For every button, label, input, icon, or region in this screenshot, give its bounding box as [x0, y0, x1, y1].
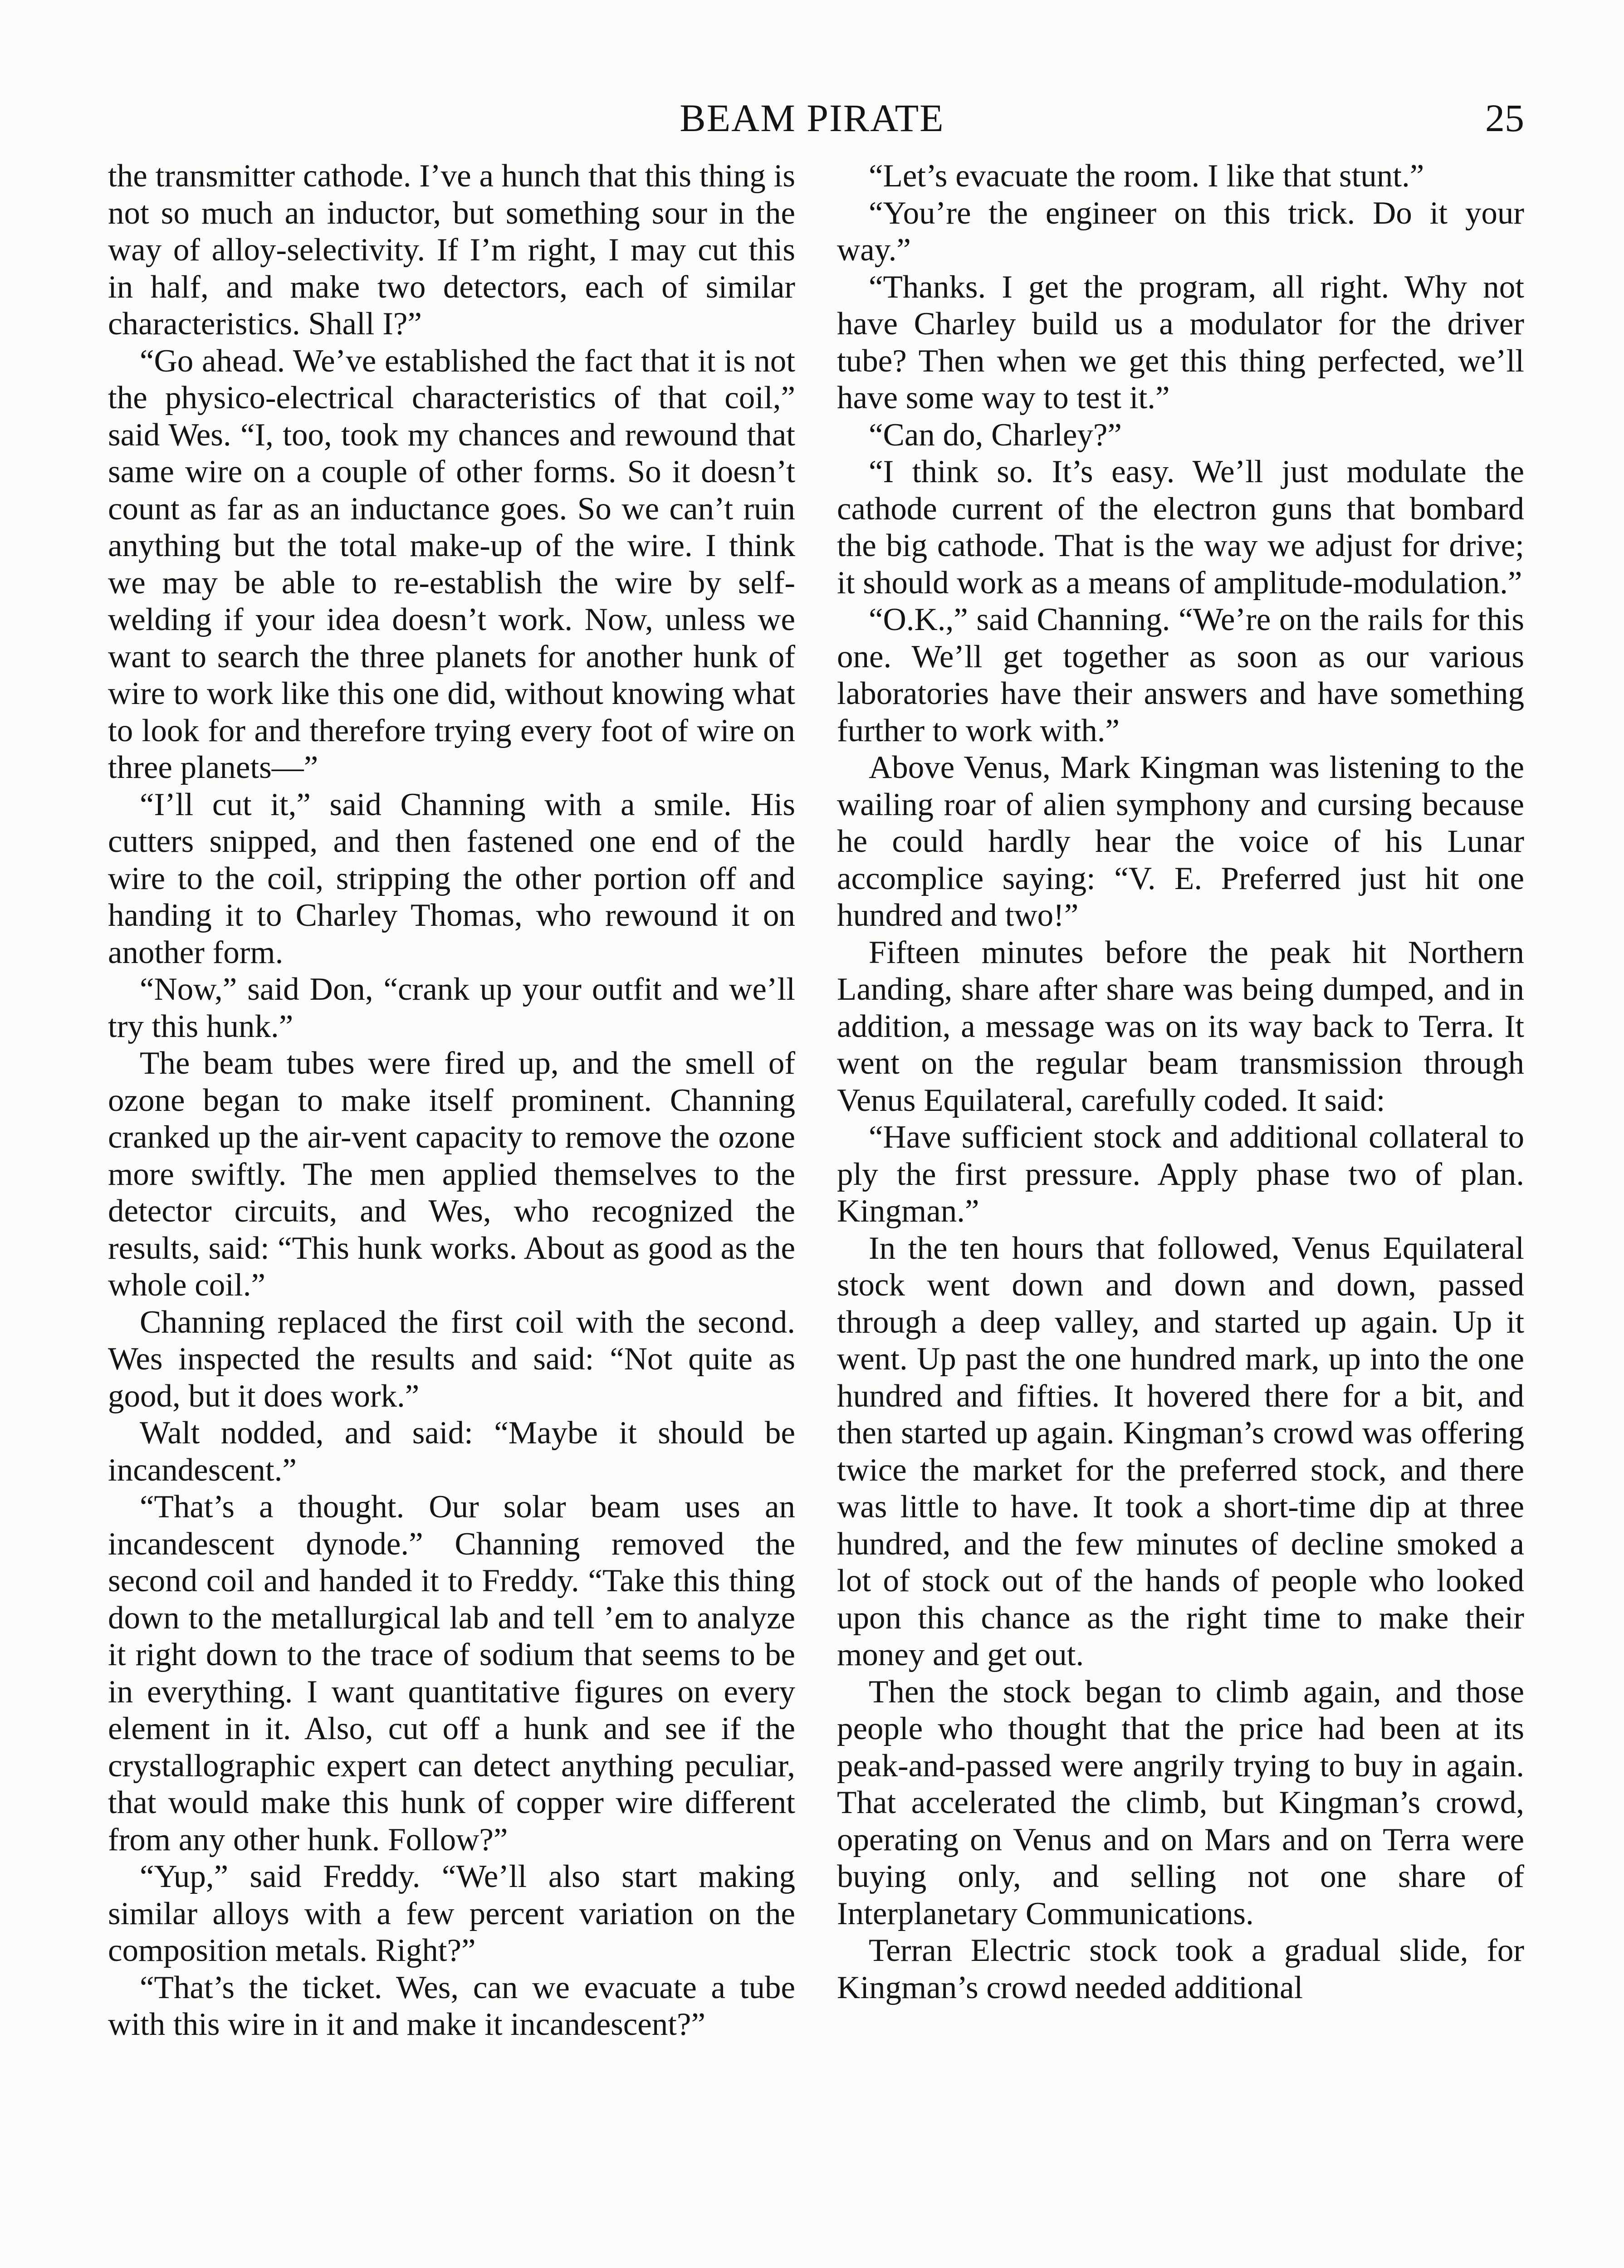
left-text-column	[108, 158, 795, 2043]
paragraph: “O.K.,” said Channing. “We’re on the rails for this one. We’ll get together as soon as our various laboratories have their answers and have something further to work with.”	[837, 602, 1524, 748]
paragraph: “I’ll cut it,” said Channing with a smile. His cutters snipped, and then fastened one end of the wire to the coil, stripping the other portion off and handing it to Charley Thomas, who rewound it on another form.	[108, 787, 795, 970]
running-title: BEAM PIRATE	[680, 96, 944, 140]
paragraph: Then the stock began to climb again, and those people who thought that the price had been at its peak-and-passed were angrily trying to buy in again. That accelerated the climb, but Kingman’s crowd, operating on Venus and on Mars and on Terra were buying only, and selling not one share of Interplanetary Communications.	[837, 1674, 1524, 1931]
paragraph: Walt nodded, and said: “Maybe it should be incandescent.”	[108, 1415, 795, 1488]
paragraph: “Can do, Charley?”	[869, 417, 1122, 453]
right-text-column	[837, 158, 1524, 2006]
paragraph: “Now,” said Don, “crank up your outfit and we’ll try this hunk.”	[108, 972, 795, 1044]
paragraph: “Have sufficient stock and additional collateral to ply the first pressure. Apply phase two of plan. Kingman.”	[837, 1119, 1524, 1229]
paragraph: “Let’s evacuate the room. I like that stunt.”	[869, 158, 1424, 194]
paragraph: “That’s the ticket. Wes, can we evacuate a tube with this wire in it and make it incandescent?”	[108, 1970, 795, 2042]
paragraph: The beam tubes were fired up, and the smell of ozone began to make itself prominent. Channing cranked up the air-vent capacity to remove the ozone more swiftly. The men applied themselves to the detector circuits, and Wes, who recognized the results, said: “This hunk works. About as good as the whole coil.”	[108, 1046, 795, 1303]
paragraph: “Thanks. I get the program, all right. Why not have Charley build us a modulator for the driver tube? Then when we get this thing perfected, we’ll have some way to test it.”	[837, 269, 1524, 415]
paragraph: In the ten hours that followed, Venus Equilateral stock went down and down and down, passed through a deep valley, and started up again. Up it went. Up past the one hundred mark, up into the one hundred and fifties. It hovered there for a bit, and then started up again. Kingman’s crowd was offering twice the market for the preferred stock, and there was little to have. It took a short-time dip at three hundred, and the few minutes of decline smoked a lot of stock out of the hands of people who looked upon this chance as the right time to make their money and get out.	[837, 1230, 1524, 1672]
paragraph: “Go ahead. We’ve established the fact that it is not the physico-electrical characteristics of that coil,” said Wes. “I, too, took my chances and rewound that same wire on a couple of other forms. So it doesn’t count as far as an inductance goes. So we can’t ruin anything but the total make-up of the wire. I think we may be able to re-establish the wire by self-welding if your idea doesn’t work. Now, unless we want to search the three planets for another hunk of wire to work like this one did, without knowing what to look for and therefore trying every foot of wire on three planets—”	[108, 343, 795, 785]
running-head	[0, 93, 1624, 143]
paragraph: Terran Electric stock took a gradual slide, for Kingman’s crowd needed additional	[837, 1933, 1524, 2005]
paragraph: “You’re the engineer on this trick. Do it your way.”	[837, 195, 1524, 268]
paragraph: Above Venus, Mark Kingman was listening to the wailing roar of alien symphony and cursing because he could hardly hear the voice of his Lunar accomplice saying: “V. E. Preferred just hit one hundred and two!”	[837, 750, 1524, 933]
paragraph: Fifteen minutes before the peak hit Northern Landing, share after share was being dumped, and in addition, a message was on its way back to Terra. It went on the regular beam transmission through Venus Equilateral, carefully coded. It said:	[837, 934, 1524, 1118]
paragraph: Channing replaced the first coil with the second. Wes inspected the results and said: “Not quite as good, but it does work.”	[108, 1304, 795, 1414]
page-number: 25	[1485, 96, 1524, 140]
paragraph: “That’s a thought. Our solar beam uses an incandescent dynode.” Channing removed the second coil and handed it to Freddy. “Take this thing down to the metallurgical lab and tell ’em to analyze it right down to the trace of sodium that seems to be in everything. I want quantitative figures on every element in it. Also, cut off a hunk and see if the crystallographic expert can detect anything peculiar, that would make this hunk of copper wire different from any other hunk. Follow?”	[108, 1489, 795, 1857]
paragraph: “I think so. It’s easy. We’ll just modulate the cathode current of the electron guns that bombard the big cathode. That is the way we adjust for drive; it should work as a means of amplitude-modulation.”	[837, 454, 1524, 601]
paragraph: “Yup,” said Freddy. “We’ll also start making similar alloys with a few percent variation on the composition metals. Right?”	[108, 1859, 795, 1968]
paragraph: the transmitter cathode. I’ve a hunch that this thing is not so much an inductor, but something sour in the way of alloy-selectivity. If I’m right, I may cut this in half, and make two detectors, each of similar characteristics. Shall I?”	[108, 158, 795, 342]
